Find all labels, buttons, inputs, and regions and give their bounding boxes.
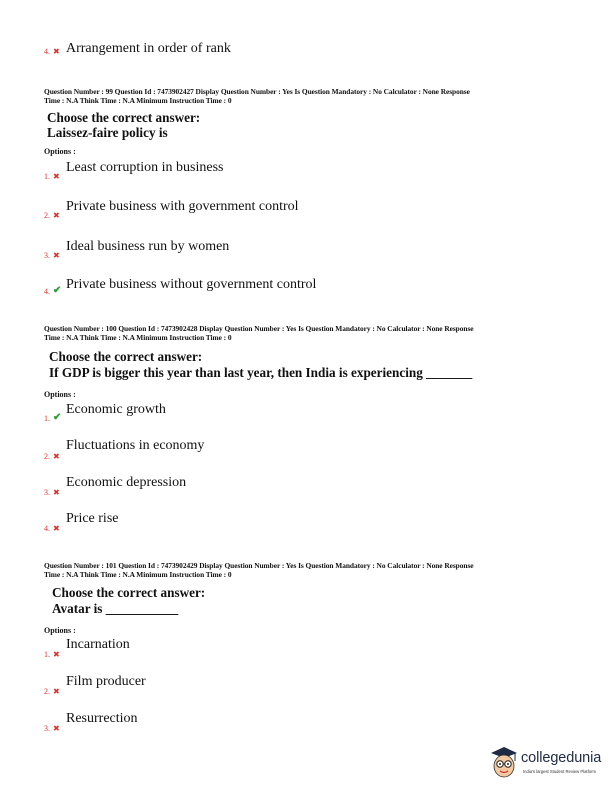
option-number: 1. — [44, 414, 50, 423]
option-number: 2. — [44, 452, 50, 461]
wrong-mark-icon: ✖ — [53, 488, 60, 497]
instruction: Choose the correct answer: — [47, 110, 201, 125]
correct-check-icon: ✔ — [53, 285, 62, 296]
wrong-mark-icon: ✖ — [53, 251, 60, 260]
option-text: Fluctuations in economy — [66, 438, 205, 453]
wrong-mark-icon: ✖ — [53, 687, 60, 696]
meta-line-2: Time : N.A Think Time : N.A Minimum Instruction Time : 0 — [44, 570, 232, 580]
option-text: Incarnation — [66, 637, 130, 652]
meta-line-2: Time : N.A Think Time : N.A Minimum Instruction Time : 0 — [44, 96, 232, 106]
meta-line-1: Question Number : 101 Question Id : 7473902429 Display Question Number : Yes Is Question Mandatory : No Calculator : None Response — [44, 561, 474, 570]
instruction: Choose the correct answer: — [52, 585, 206, 600]
option-text: Film producer — [66, 674, 146, 689]
logo-wordmark: collegedunia — [521, 750, 602, 766]
wrong-mark-icon: ✖ — [53, 211, 60, 220]
question-text: If GDP is bigger this year than last year, then India is experiencing _______ — [49, 365, 473, 380]
option-text: Ideal business run by women — [66, 239, 230, 254]
option-text: Economic depression — [66, 475, 187, 490]
options-label: Options : — [44, 626, 76, 635]
option-number: 4. — [44, 524, 50, 533]
option-number: 3. — [44, 251, 50, 260]
question-text: Avatar is ___________ — [52, 601, 179, 616]
option-text: Least corruption in business — [66, 160, 224, 175]
wrong-mark-icon: ✖ — [53, 724, 60, 733]
question-meta — [44, 87, 579, 106]
option-text: Private business with government control — [66, 199, 299, 214]
option-number: 1. — [44, 172, 50, 181]
collegedunia-logo — [489, 744, 607, 784]
option-text: Economic growth — [66, 402, 166, 417]
correct-check-icon: ✔ — [53, 412, 62, 423]
option-number: 2. — [44, 211, 50, 220]
option-text: Private business without government control — [66, 277, 317, 292]
option-number: 4. — [44, 47, 50, 56]
wrong-mark-icon: ✖ — [53, 47, 60, 56]
meta-line-1: Question Number : 100 Question Id : 7473902428 Display Question Number : Yes Is Question Mandatory : No Calculator : None Response — [44, 324, 474, 333]
option-text: Resurrection — [66, 711, 138, 726]
question-meta — [44, 324, 579, 343]
options-label: Options : — [44, 390, 76, 399]
option-number: 3. — [44, 724, 50, 733]
wrong-mark-icon: ✖ — [53, 452, 60, 461]
meta-line-1: Question Number : 99 Question Id : 7473902427 Display Question Number : Yes Is Question Mandatory : No Calculator : None Response — [44, 87, 470, 96]
option-number: 3. — [44, 488, 50, 497]
logo-tagline: India's largest Student Review Platform — [523, 769, 596, 774]
option-text: Arrangement in order of rank — [66, 41, 231, 56]
options-label: Options : — [44, 147, 76, 156]
question-meta — [44, 561, 579, 580]
mascot-icon — [489, 744, 519, 780]
meta-line-2: Time : N.A Think Time : N.A Minimum Instruction Time : 0 — [44, 333, 232, 343]
option-number: 2. — [44, 687, 50, 696]
wrong-mark-icon: ✖ — [53, 524, 60, 533]
wrong-mark-icon: ✖ — [53, 172, 60, 181]
option-number: 1. — [44, 650, 50, 659]
option-number: 4. — [44, 287, 50, 296]
option-text: Price rise — [66, 511, 119, 526]
wrong-mark-icon: ✖ — [53, 650, 60, 659]
question-text: Laissez-faire policy is — [47, 125, 168, 140]
instruction: Choose the correct answer: — [49, 349, 203, 364]
